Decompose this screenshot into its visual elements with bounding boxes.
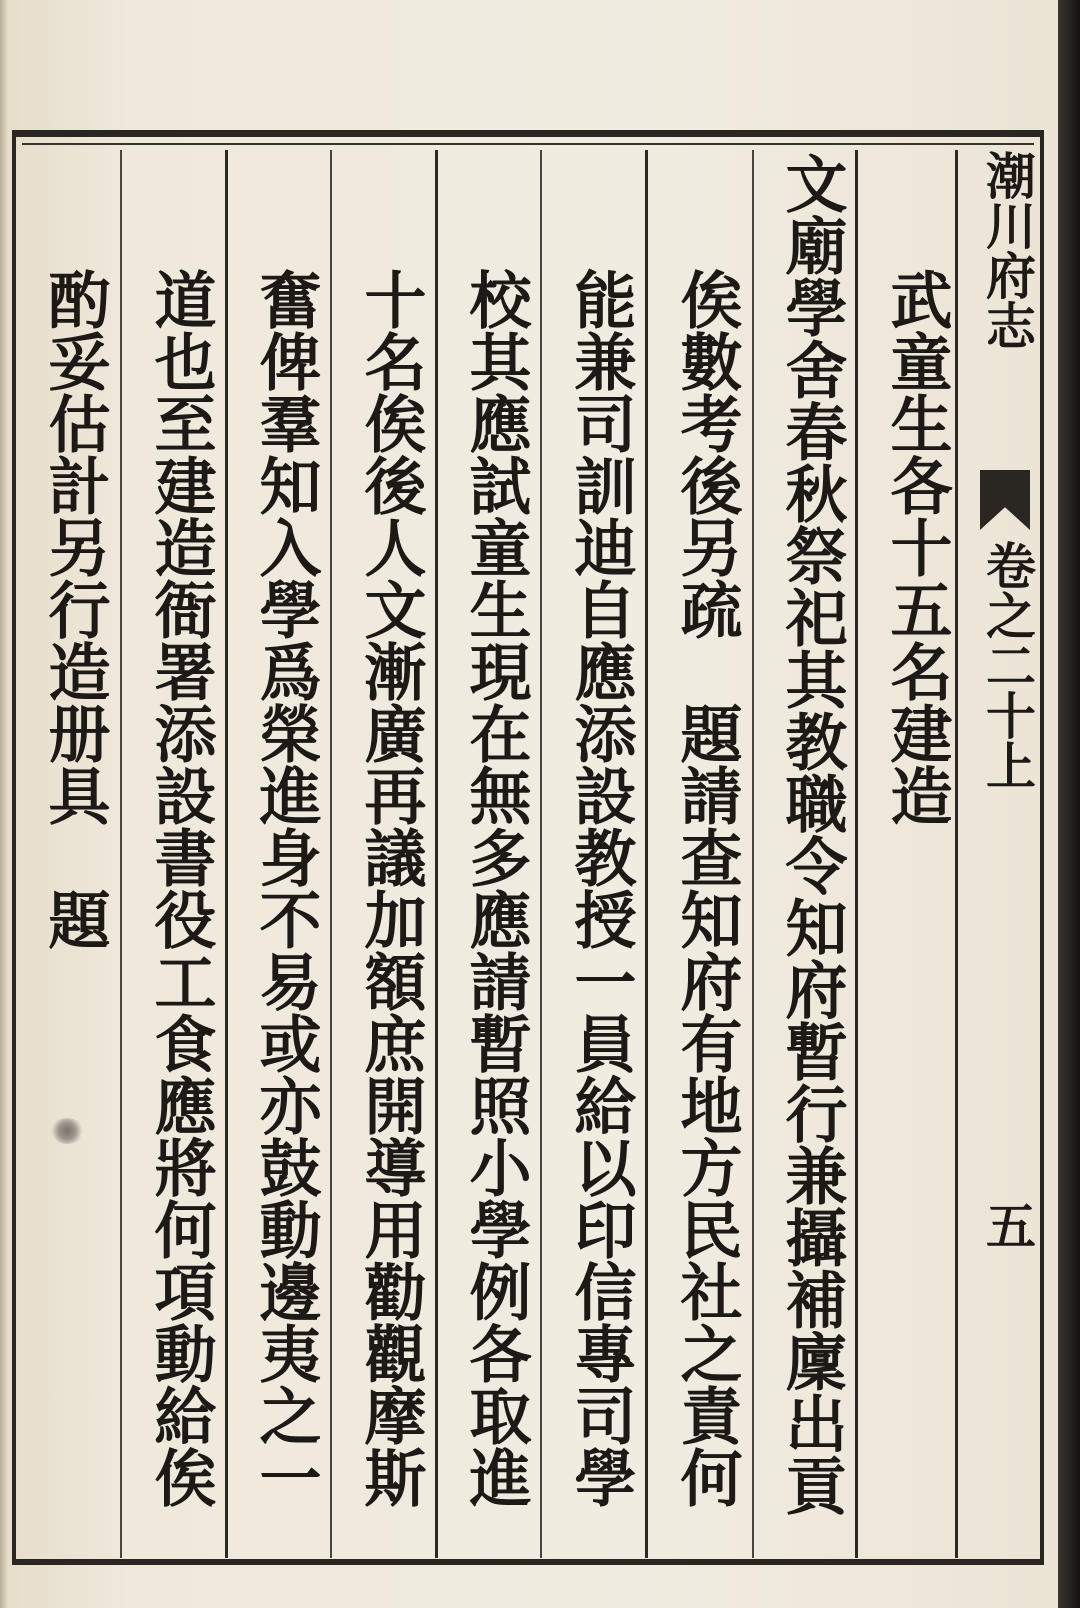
column-rule	[330, 150, 332, 1558]
text-column-7: 奮俾羣知入學爲榮進身不易或亦鼓動邊夷之一	[249, 268, 322, 1508]
column-rule	[855, 150, 858, 1558]
ink-blot	[50, 1118, 84, 1144]
text-column-3: 俟數考後另疏 題請查知府有地方民社之責何	[670, 268, 743, 1508]
margin-book-title: 潮川府志	[978, 150, 1037, 350]
text-column-2: 文廟學舍春秋祭祀其教職令知府暫行兼攝補廩出貢	[775, 152, 848, 1516]
column-rule	[435, 150, 438, 1558]
text-column-1: 武童生各十五名建造	[880, 268, 953, 826]
text-column-4: 能兼司訓迪自應添設教授一員給以印信專司學	[564, 268, 637, 1508]
column-rule	[540, 150, 542, 1558]
column-rule	[225, 150, 228, 1558]
column-rule	[752, 150, 754, 1558]
text-column-6: 十名俟後人文漸廣再議加額庶開導用勸觀摩斯	[354, 268, 427, 1508]
column-rule	[645, 150, 648, 1558]
book-spine	[1058, 0, 1080, 1608]
text-column-5: 校其應試童生現在無多應請暫照小學例各取進	[459, 268, 532, 1508]
page-left-edge	[0, 0, 8, 1608]
text-column-9: 酌妥估計另行造册具 題	[38, 268, 111, 950]
margin-folio: 五	[978, 1200, 1037, 1250]
margin-volume: 卷之二十上	[978, 540, 1037, 790]
text-column-8: 道也至建造衙署添設書役工食應將何項動給俟	[144, 268, 217, 1508]
column-rule	[955, 150, 958, 1558]
column-rule	[120, 150, 122, 1558]
